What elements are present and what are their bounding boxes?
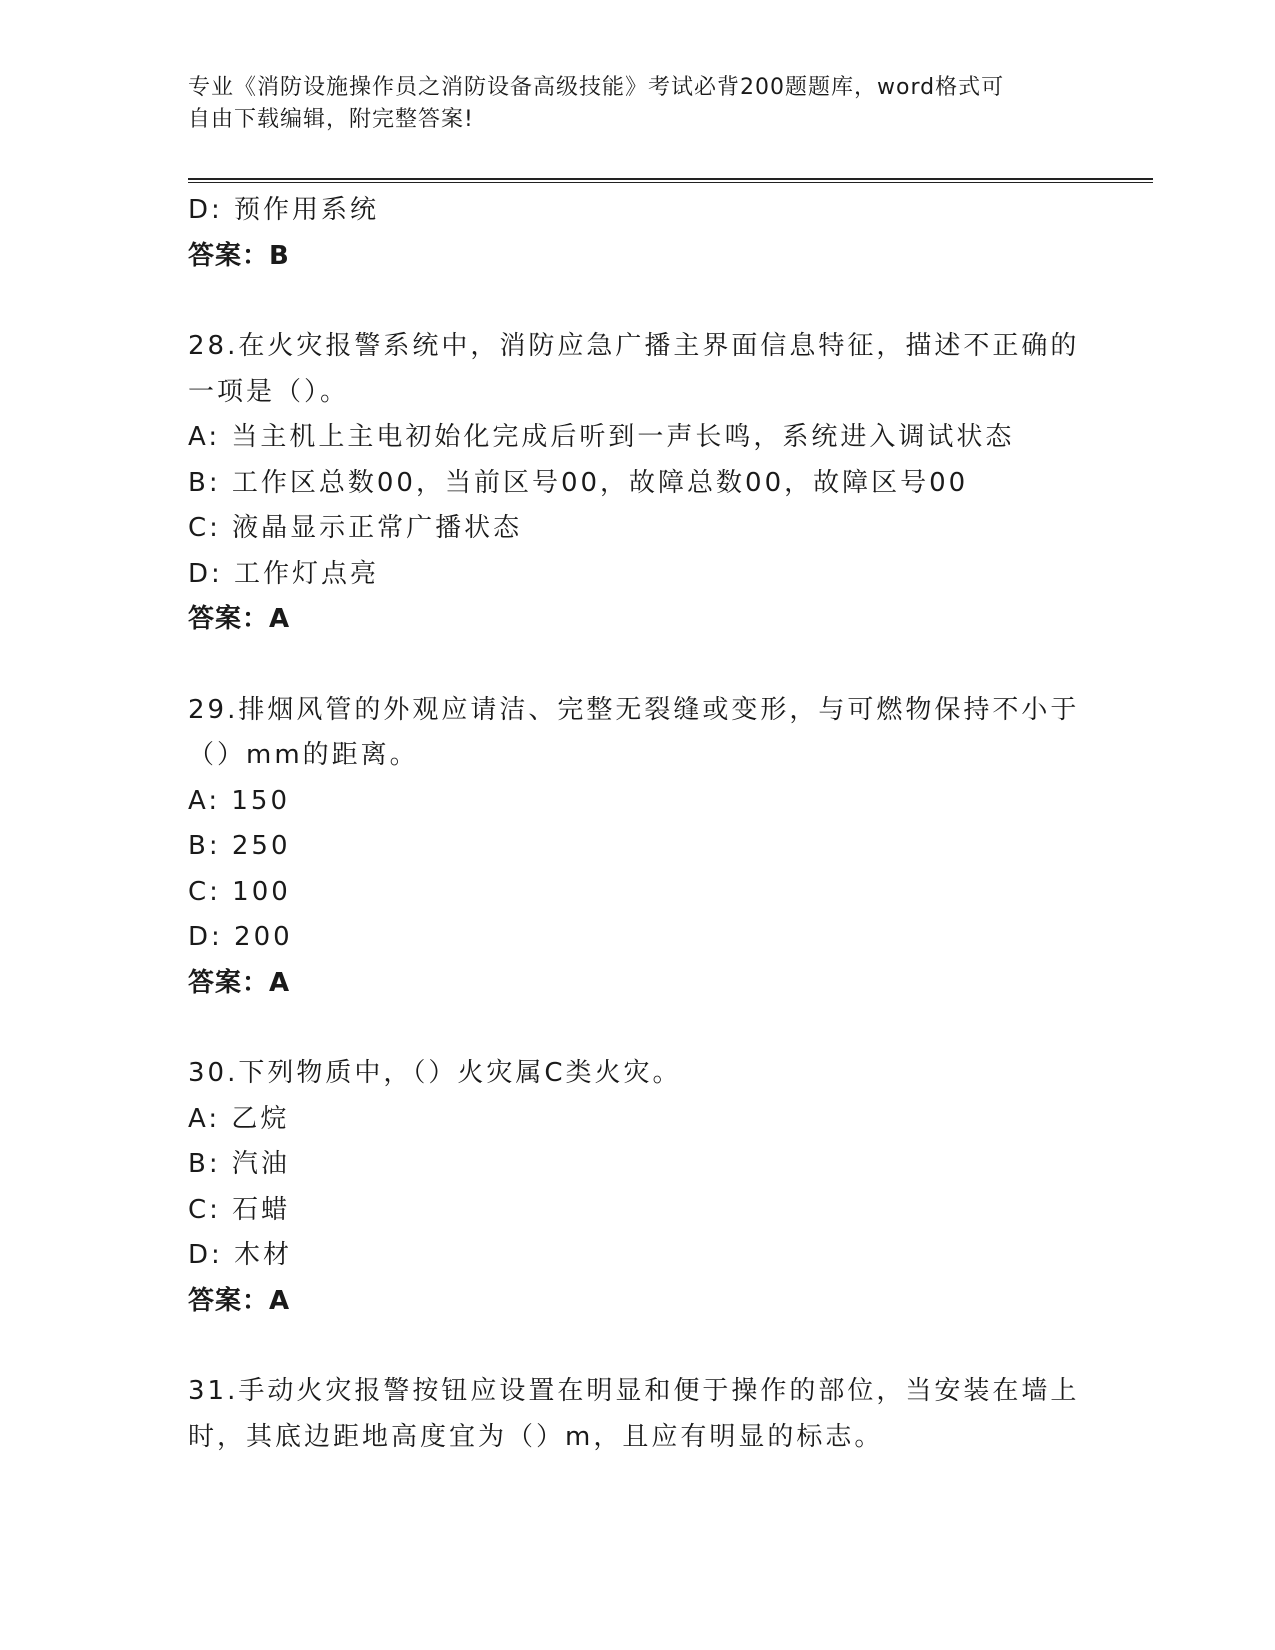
question-30: [188, 1051, 1068, 1324]
question-stem-line-1: 31.手动火灾报警按钮应设置在明显和便于操作的部位，当安装在墙上: [188, 1376, 1080, 1406]
answer-line: 答案：B: [188, 240, 290, 271]
header-title-line-2: 自由下载编辑，附完整答案!: [188, 107, 474, 132]
option-b: B: 工作区总数00，当前区号00，故障总数00，故障区号00: [188, 467, 969, 498]
option-d: D: 木材: [188, 1240, 293, 1270]
option-a: A: 150: [188, 785, 290, 816]
option-d: D: 工作灯点亮: [188, 558, 380, 589]
question-gap: [188, 643, 1068, 688]
question-stem-line-1: 29.排烟风管的外观应请洁、完整无裂缝或变形，与可燃物保持不小于: [188, 694, 1080, 725]
question-31: [188, 1369, 1080, 1460]
question-29: [188, 688, 1080, 1007]
option-a: A: 当主机上主电初始化完成后听到一声长鸣，系统进入调试状态: [188, 422, 1015, 452]
document-header: [188, 72, 1068, 136]
answer-line: 答案：A: [188, 1285, 291, 1316]
option-b: B: 汽油: [188, 1149, 290, 1179]
answer-line: 答案：A: [188, 967, 291, 998]
question-27-tail: [188, 188, 1068, 279]
question-gap: [188, 1324, 1068, 1369]
question-stem-line-2: 一项是（）。: [188, 376, 350, 407]
question-stem-line-2: （）mm的距离。: [188, 740, 419, 770]
option-d: D: 200: [188, 922, 293, 952]
question-gap: [188, 1006, 1068, 1051]
question-gap: [188, 279, 1068, 324]
option-c: C: 石蜡: [188, 1194, 291, 1225]
question-stem-line-1: 30.下列物质中，（）火灾属C类火灾。: [188, 1058, 682, 1088]
option-c: C: 液晶显示正常广播状态: [188, 513, 523, 543]
header-title-line-1: 专业《消防设施操作员之消防设备高级技能》考试必背200题题库，word格式可: [188, 75, 1005, 100]
question-stem-line-1: 28.在火灾报警系统中，消防应急广播主界面信息特征，描述不正确的: [188, 331, 1080, 361]
question-stem-line-2: 时，其底边距地高度宜为（）m，且应有明显的标志。: [188, 1421, 884, 1452]
header-divider: [188, 178, 1153, 183]
answer-line: 答案：A: [188, 604, 291, 634]
option-b: B: 250: [188, 831, 291, 861]
document-body: [188, 188, 1080, 1460]
question-28: [188, 324, 1080, 643]
option-d: D: 预作用系统: [188, 195, 380, 225]
option-a: A: 乙烷: [188, 1103, 290, 1134]
option-c: C: 100: [188, 876, 291, 907]
